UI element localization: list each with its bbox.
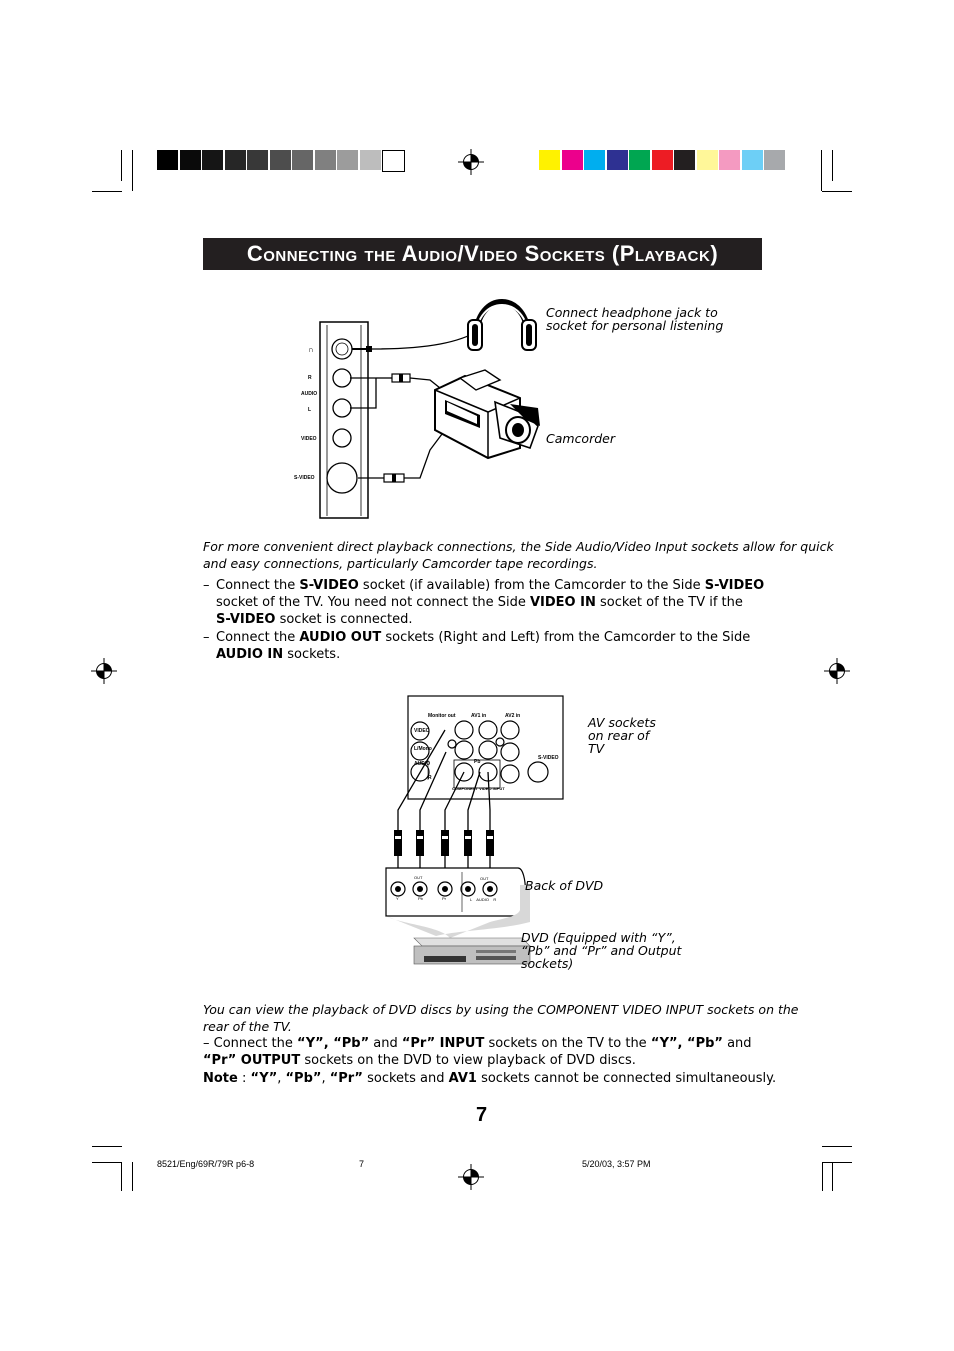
bullet-audio: – Connect the AUDIO OUT sockets (Right and Left) from the Camcorder to the Side AUDIO IN sockets. (203, 630, 751, 662)
color-swatch (719, 150, 740, 170)
footer-timestamp: 5/20/03, 3:57 PM (582, 1159, 651, 1169)
page-title: Connecting the Audio/Video Sockets (Playback) (203, 238, 762, 270)
color-swatch (292, 150, 313, 170)
back-of-dvd-caption: Back of DVD (525, 878, 604, 893)
footer-page: 7 (359, 1159, 365, 1169)
panel-label-headphone: ∩ (308, 345, 314, 354)
color-swatch (225, 150, 246, 170)
dvd-label-pb: Pb (418, 896, 423, 901)
crop-mark (822, 191, 852, 192)
registration-mark-icon (824, 658, 850, 684)
crop-mark (92, 191, 122, 192)
av-sockets-caption: AV sockets on rear of TV (588, 715, 656, 756)
panel-label-audio: AUDIO (301, 391, 318, 397)
dvd-label-out-1: OUT (414, 875, 423, 880)
crop-mark (832, 1162, 833, 1191)
crop-mark (822, 1162, 823, 1191)
bullet-svideo: – Connect the S-VIDEO socket (if available) from the Camcorder to the Side S-VIDEO socket of the TV. You need not connect the Side VIDEO IN socket of the TV if the S-VIDEO socket is connected. (203, 578, 765, 627)
dvd-label-pr: Pr (442, 896, 446, 901)
crop-mark (121, 150, 122, 181)
registration-mark-icon (91, 658, 117, 684)
color-swatch (180, 150, 201, 170)
dvd-player-icon (414, 938, 530, 964)
rear-label-r: R (428, 775, 432, 781)
headphones-icon (468, 302, 536, 350)
color-swatch (584, 150, 605, 170)
color-swatch (382, 150, 405, 172)
crop-mark (92, 1146, 122, 1147)
page-number: 7 (476, 1104, 488, 1126)
dvd-back-panel (386, 868, 526, 916)
color-swatch (315, 150, 336, 170)
dvd-intro-paragraph: You can view the playback of DVD discs by using the COMPONENT VIDEO INPUT sockets on the rear of the TV. (203, 1002, 799, 1034)
color-swatch (697, 150, 718, 170)
dvd-label-out-2: OUT (480, 876, 489, 881)
color-swatch (629, 150, 650, 170)
color-swatch (360, 150, 381, 170)
crop-mark (132, 150, 133, 191)
rear-label-component: COMPONENT VIDEO INPUT (452, 786, 505, 791)
color-swatch (674, 150, 695, 170)
panel-label-l: L (308, 407, 312, 413)
crop-mark (822, 1146, 852, 1147)
color-swatch (764, 150, 785, 170)
crop-mark (832, 150, 833, 181)
rear-label-monitor-out: Monitor out (428, 713, 456, 719)
color-swatch (562, 150, 583, 170)
registration-mark-icon (458, 1164, 484, 1190)
crop-mark (821, 150, 822, 191)
dvd-label-y: Y (396, 896, 399, 901)
rear-label-audio: AUDIO (414, 761, 431, 767)
color-swatch (270, 150, 291, 170)
camcorder-icon (435, 370, 540, 458)
registration-mark-icon (458, 149, 484, 175)
crop-mark (132, 1162, 133, 1191)
color-swatch (742, 150, 763, 170)
crop-mark (121, 1162, 122, 1191)
crop-mark (92, 1162, 122, 1163)
rear-label-av1-in: AV1 in (471, 713, 487, 719)
rear-label-lmono: L/Mono (414, 746, 432, 752)
headphone-caption: Connect headphone jack to socket for personal listening (546, 305, 724, 333)
rear-label-av2-in: AV2 in (505, 713, 521, 719)
color-swatch (202, 150, 223, 170)
crop-mark (822, 1162, 852, 1163)
color-swatch (157, 150, 178, 170)
color-swatch (607, 150, 628, 170)
dvd-label-audio: L AUDIO R (470, 897, 497, 902)
side-av-connection-diagram (280, 280, 570, 525)
rear-label-svideo: S-VIDEO (538, 755, 559, 761)
panel-label-r: R (308, 375, 312, 381)
color-swatch (539, 150, 560, 170)
dvd-caption: DVD (Equipped with “Y”, “Pb” and “Pr” and Output sockets) (521, 930, 682, 971)
rear-label-video: VIDEO (414, 728, 430, 734)
panel-label-svideo: S-VIDEO (294, 475, 315, 481)
camcorder-caption: Camcorder (546, 431, 615, 446)
intro-paragraph: For more convenient direct playback connections, the Side Audio/Video Input sockets allow for quick and easy connections, particularly Camcorder tape recordings. (203, 539, 834, 571)
footer-file-name: 8521/Eng/69R/79R p6-8 (157, 1159, 255, 1169)
color-swatch (247, 150, 268, 170)
rear-label-pb: Pb (474, 759, 481, 765)
panel-label-video: VIDEO (301, 436, 317, 442)
color-swatch (652, 150, 673, 170)
color-swatch (337, 150, 358, 170)
note-line: Note : “Y”, “Pb”, “Pr” sockets and AV1 sockets cannot be connected simultaneously. (203, 1071, 777, 1086)
bullet-component: – Connect the “Y”, “Pb” and “Pr” INPUT sockets on the TV to the “Y”, “Pb” and “Pr” OUTPUT sockets on the DVD to view playback of DVD discs. (203, 1036, 752, 1068)
